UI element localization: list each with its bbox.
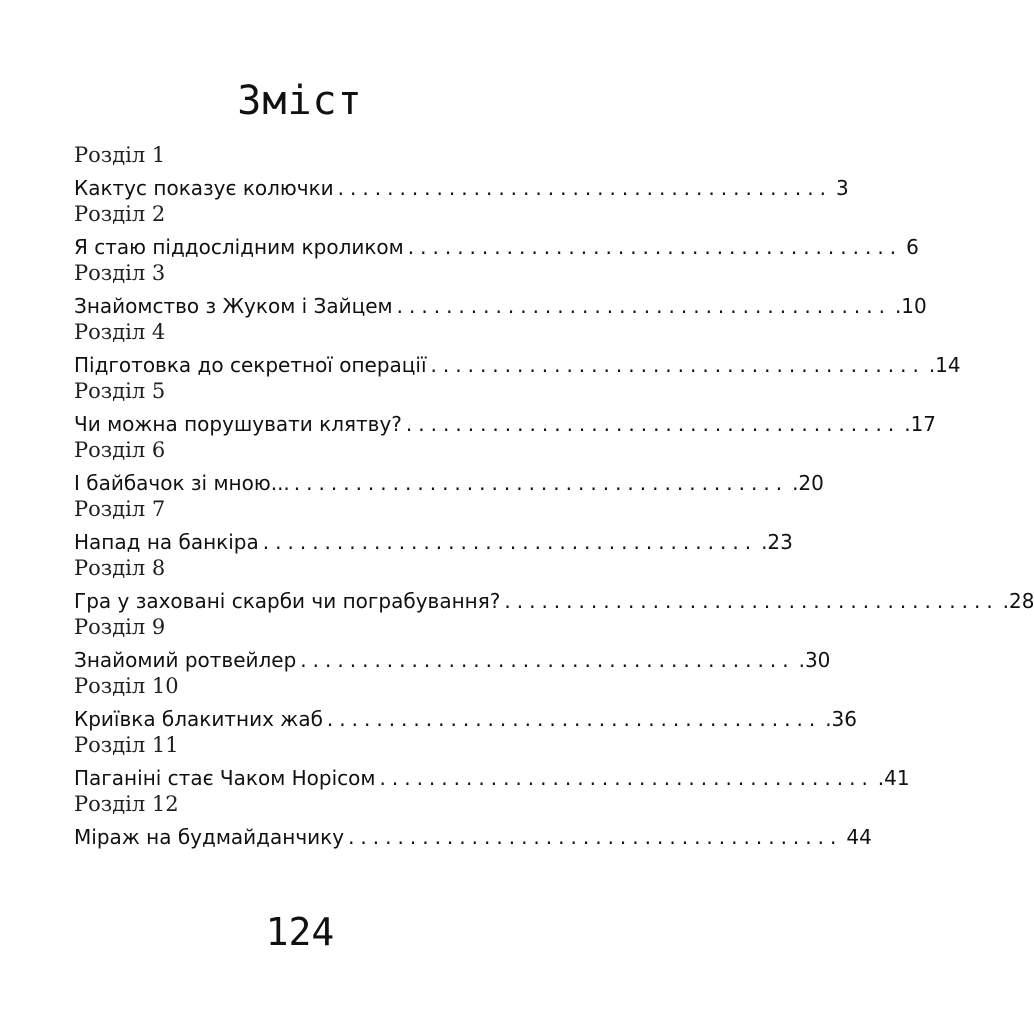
dot-leader: ........................................ <box>293 471 789 495</box>
chapter-page: .20 <box>792 471 824 495</box>
dot-leader: ........................................ <box>407 235 903 259</box>
dot-leader: ........................................ <box>300 648 795 672</box>
chapter-label: Розділ 7 <box>74 497 166 521</box>
chapter-page: .36 <box>825 707 858 731</box>
chapter-title: Чи можна порушувати клятву? <box>74 412 402 436</box>
chapter-title: І байбачок зі мною... <box>74 471 290 495</box>
toc-entry <box>74 674 858 732</box>
dot-leader: ........................................ <box>348 825 843 849</box>
chapter-line <box>74 588 1034 614</box>
toc-entry <box>74 497 793 555</box>
chapter-line <box>74 175 849 201</box>
chapter-title: Паганіні стає Чаком Норісом <box>74 766 376 790</box>
chapter-line <box>74 529 793 555</box>
chapter-line <box>74 411 937 437</box>
chapter-title: Я стаю піддослідним кроликом <box>74 235 404 259</box>
chapter-line <box>74 352 961 378</box>
chapter-title: Знайомство з Жуком і Зайцем <box>74 294 393 318</box>
chapter-page: .41 <box>877 766 910 790</box>
dot-leader: ........................................ <box>396 294 891 318</box>
chapter-page: 44 <box>846 825 872 849</box>
toc-entry <box>74 615 831 673</box>
chapter-label: Розділ 4 <box>74 320 166 344</box>
chapter-line <box>74 765 910 791</box>
chapter-page: .10 <box>894 294 927 318</box>
chapter-page: .14 <box>928 353 961 377</box>
chapter-title: Міраж на будмайданчику <box>74 825 345 849</box>
dot-leader: ........................................ <box>379 766 874 790</box>
chapter-page: .17 <box>904 412 937 436</box>
chapter-title: Кактус показує колючки <box>74 176 334 200</box>
chapter-page: .23 <box>761 530 793 554</box>
toc-entry <box>74 792 872 850</box>
dot-leader: ........................................ <box>405 412 901 436</box>
page-number: 124 <box>265 910 335 954</box>
toc-entry <box>74 438 824 496</box>
dot-leader: ........................................ <box>262 530 758 554</box>
chapter-page: 6 <box>906 235 919 259</box>
chapter-line <box>74 824 872 850</box>
chapter-line <box>74 234 919 260</box>
chapter-line <box>74 647 831 673</box>
dot-leader: ........................................ <box>337 176 832 200</box>
chapter-label: Розділ 12 <box>74 792 179 816</box>
dot-leader: ........................................ <box>326 707 822 731</box>
chapter-title: Знайомий ротвейлер <box>74 648 297 672</box>
chapter-label: Розділ 9 <box>74 615 166 639</box>
page-title: Зміст <box>237 78 363 124</box>
chapter-title: Гра у заховані скарби чи пограбування? <box>74 589 501 613</box>
toc-entry <box>74 261 927 319</box>
toc-entry <box>74 320 961 378</box>
chapter-title: Криївка блакитних жаб <box>74 707 323 731</box>
chapter-page: .28 <box>1002 589 1034 613</box>
chapter-line <box>74 293 927 319</box>
chapter-page: .30 <box>798 648 831 672</box>
chapter-line <box>74 470 824 496</box>
toc-entry <box>74 202 919 260</box>
dot-leader: ........................................ <box>430 353 925 377</box>
chapter-title: Підготовка до секретної операції <box>74 353 427 377</box>
chapter-line <box>74 706 858 732</box>
toc-entry <box>74 733 910 791</box>
chapter-label: Розділ 6 <box>74 438 166 462</box>
toc-entry <box>74 556 1034 614</box>
chapter-label: Розділ 8 <box>74 556 166 580</box>
chapter-label: Розділ 10 <box>74 674 179 698</box>
chapter-page: 3 <box>835 176 849 200</box>
chapter-label: Розділ 2 <box>74 202 166 226</box>
chapter-label: Розділ 11 <box>74 733 179 757</box>
toc-entry <box>74 143 849 201</box>
chapter-title: Напад на банкіра <box>74 530 259 554</box>
chapter-label: Розділ 5 <box>74 379 166 403</box>
dot-leader: ........................................ <box>504 589 999 613</box>
toc-entry <box>74 379 937 437</box>
chapter-label: Розділ 3 <box>74 261 166 285</box>
chapter-label: Розділ 1 <box>74 143 166 167</box>
